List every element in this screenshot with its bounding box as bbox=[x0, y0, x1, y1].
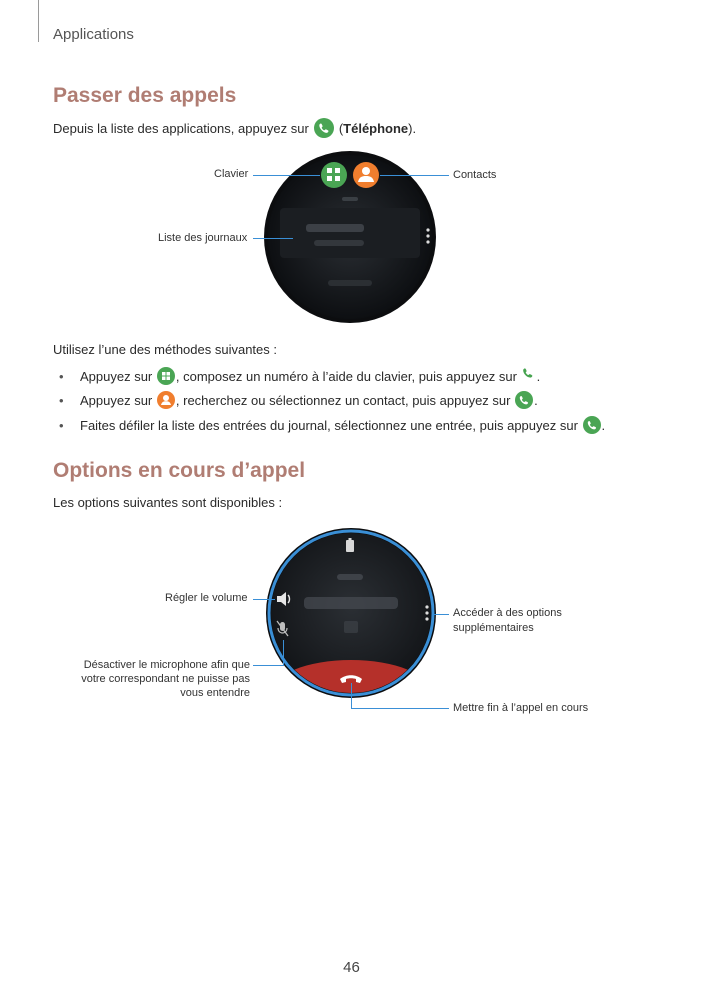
header-divider bbox=[38, 0, 39, 42]
callout-more-options-1: Accéder à des options bbox=[453, 607, 562, 619]
callout-mute-1: Désactiver le microphone afin que bbox=[83, 659, 250, 671]
intro-prefix: Depuis la liste des applications, appuyez sur bbox=[53, 120, 309, 136]
callout-mute-2: votre correspondant ne puisse pas bbox=[81, 673, 250, 685]
callout-contacts: Contacts bbox=[453, 169, 497, 181]
callout-line-logs bbox=[253, 238, 293, 239]
phone-icon bbox=[515, 391, 533, 409]
list-item: • Faites défiler la liste des entrées du journal, sélectionnez une entrée, puis appuyez sur . bbox=[59, 417, 606, 433]
section-header: Applications bbox=[53, 26, 134, 43]
keypad-icon bbox=[321, 162, 347, 188]
callout-more-options-2: supplémentaires bbox=[453, 622, 534, 634]
intro-paragraph: Depuis la liste des applications, appuyez sur ( Téléphone ). bbox=[53, 118, 416, 138]
callout-line-mute-v bbox=[283, 640, 284, 666]
section-title-make-calls: Passer des appels bbox=[53, 84, 237, 107]
phone-app-icon bbox=[314, 118, 334, 138]
contacts-icon bbox=[353, 162, 379, 188]
callout-keypad: Clavier bbox=[214, 168, 249, 180]
page-number: 46 bbox=[343, 959, 360, 976]
callout-end-call: Mettre fin à l’appel en cours bbox=[453, 702, 589, 714]
phone-icon bbox=[521, 366, 537, 386]
watch-dial-screen bbox=[262, 150, 442, 330]
list-item: • Appuyez sur , recherchez ou sélectionnez un contact, puis appuyez sur . bbox=[59, 392, 538, 408]
callout-line-end-h bbox=[351, 708, 449, 709]
callout-line-keypad bbox=[253, 175, 320, 176]
keypad-icon bbox=[157, 367, 175, 385]
phone-app-name: Téléphone bbox=[343, 120, 409, 136]
callout-line-more bbox=[432, 614, 449, 615]
callout-line-end-v bbox=[351, 683, 352, 708]
list-item: • Appuyez sur , composez un numéro à l’aide du clavier, puis appuyez sur . bbox=[53, 366, 540, 386]
methods-intro: Utilisez l’une des méthodes suivantes : bbox=[53, 342, 278, 357]
callout-mute-3: vous entendre bbox=[180, 687, 250, 699]
section-title-call-options: Options en cours d’appel bbox=[53, 459, 306, 482]
callout-line-mute-h bbox=[253, 665, 283, 666]
callout-volume: Régler le volume bbox=[165, 592, 248, 604]
options-intro: Les options suivantes sont disponibles : bbox=[53, 495, 283, 510]
contacts-icon bbox=[157, 391, 175, 409]
callout-line-contacts bbox=[380, 175, 449, 176]
phone-icon bbox=[583, 416, 601, 434]
callout-logs: Liste des journaux bbox=[158, 232, 248, 244]
callout-line-volume bbox=[253, 599, 275, 600]
watch-in-call-screen bbox=[264, 527, 440, 703]
battery-icon bbox=[346, 540, 354, 552]
